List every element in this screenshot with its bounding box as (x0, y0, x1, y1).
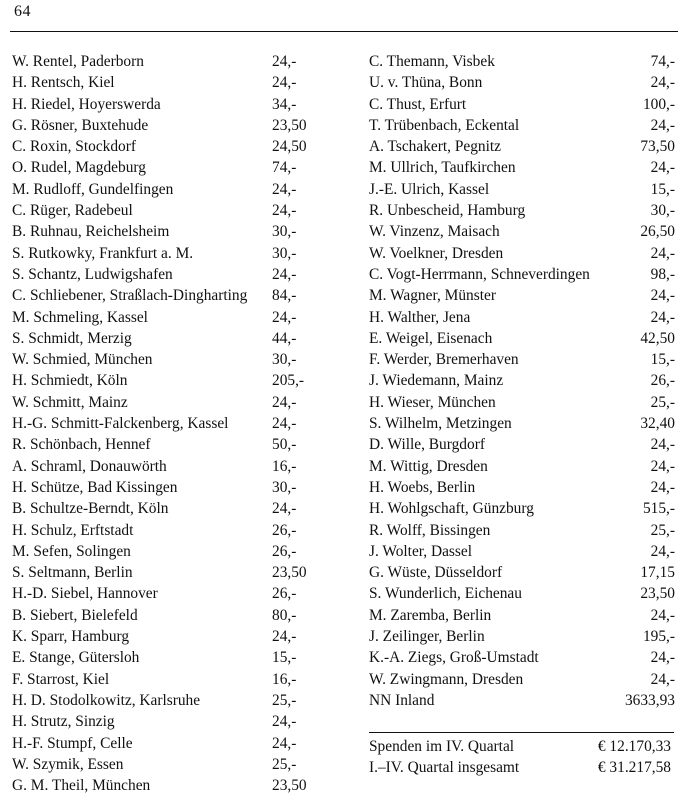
donor-name: M. Sefen, Solingen (12, 542, 131, 560)
donation-amount: 205,- (272, 372, 305, 390)
donation-amount: 34,- (272, 95, 297, 113)
donor-name: J. Wiedemann, Mainz (369, 372, 504, 390)
donation-amount: 24,- (650, 74, 675, 92)
donation-amount: 24,- (272, 415, 297, 433)
donation-amount: 24,- (272, 180, 297, 198)
donor-name: H.-F. Stumpf, Celle (12, 734, 133, 752)
donation-amount: 80,- (272, 606, 297, 624)
donor-row (12, 413, 316, 434)
donor-name: H.-D. Siebel, Hannover (12, 585, 158, 603)
donor-name: B. Schultze-Berndt, Köln (12, 500, 169, 518)
donor-name: M. Ullrich, Taufkirchen (369, 159, 516, 177)
donor-name: S. Seltmann, Berlin (12, 564, 133, 582)
donor-row (369, 157, 675, 178)
donor-list-left (12, 51, 316, 796)
donation-amount: 15,- (650, 351, 675, 369)
donor-row (369, 264, 675, 285)
donor-row (12, 349, 316, 370)
donation-amount: 24,- (272, 500, 297, 518)
donor-row (12, 285, 316, 306)
donor-name: C. Roxin, Stockdorf (12, 138, 136, 156)
donation-amount: 24,- (650, 606, 675, 624)
donor-row (12, 51, 316, 72)
donor-row (369, 221, 675, 242)
donor-row (369, 72, 675, 93)
donor-name: R. Schönbach, Hennef (12, 436, 151, 454)
donor-row (12, 456, 316, 477)
donor-name: C. Thust, Erfurt (369, 95, 467, 113)
donor-row (369, 456, 675, 477)
donor-name: R. Unbescheid, Hamburg (369, 202, 526, 220)
donor-row (12, 541, 316, 562)
donation-amount: 23,50 (272, 116, 307, 134)
donor-name: H.-G. Schmitt-Falckenberg, Kassel (12, 415, 229, 433)
donor-name: W. Schmied, München (12, 351, 153, 369)
donor-row (12, 307, 316, 328)
donation-amount: 74,- (650, 53, 675, 70)
donor-name: S. Wunderlich, Eichenau (369, 585, 522, 603)
donation-amount: 42,50 (640, 329, 675, 347)
donor-row (369, 562, 675, 583)
donation-amount: 24,- (650, 116, 675, 134)
donation-amount: 16,- (272, 457, 297, 475)
donation-amount: 30,- (272, 351, 297, 369)
donation-amount: 24,- (272, 74, 297, 92)
donation-amount: 24,- (272, 393, 297, 411)
donor-name: M. Wittig, Dresden (369, 457, 488, 475)
donor-row (369, 541, 675, 562)
donor-row (12, 520, 316, 541)
donor-name: K. Sparr, Hamburg (12, 628, 130, 646)
donor-row (12, 626, 316, 647)
donor-name: C. Rüger, Radebeul (12, 202, 133, 220)
donor-name: J. Zeilinger, Berlin (369, 628, 485, 646)
donor-row (12, 583, 316, 604)
donor-name: T. Trübenbach, Eckental (369, 116, 520, 134)
donor-name: H. Riedel, Hoyerswerda (12, 95, 161, 113)
header-rule (10, 31, 678, 32)
donation-amount: 23,50 (272, 564, 307, 582)
donor-row (369, 179, 675, 200)
donor-row (12, 498, 316, 519)
donor-row (12, 179, 316, 200)
donor-row (369, 349, 675, 370)
donor-name: M. Zaremba, Berlin (369, 606, 492, 624)
donor-row (12, 434, 316, 455)
donor-row (12, 200, 316, 221)
donor-name: M. Wagner, Münster (369, 287, 496, 305)
donation-amount: 24,- (272, 628, 297, 646)
donor-name: H. Strutz, Sinzig (12, 713, 115, 731)
donation-amount: 17,15 (640, 564, 675, 582)
donor-row (369, 626, 675, 647)
donation-amount: 24,- (650, 670, 675, 688)
donation-amount: 24,- (650, 457, 675, 475)
donation-amount: 26,- (272, 542, 297, 560)
donor-row (369, 285, 675, 306)
summary-label: Spenden im IV. Quartal (369, 738, 515, 755)
donor-name: U. v. Thüna, Bonn (369, 74, 483, 92)
donation-amount: 24,- (272, 202, 297, 220)
donor-name: C. Vogt-Herrmann, Schneverdingen (369, 265, 590, 283)
donor-name: S. Wilhelm, Metzingen (369, 415, 512, 433)
donor-row (369, 370, 675, 391)
donor-row (12, 605, 316, 626)
donor-row (369, 115, 675, 136)
donor-row (369, 477, 675, 498)
donation-amount: 24,- (650, 436, 675, 454)
donor-name: H. Schmiedt, Köln (12, 372, 128, 390)
donor-name: E. Stange, Gütersloh (12, 649, 140, 667)
donation-amount: 32,40 (640, 415, 675, 433)
donor-name: H. Woebs, Berlin (369, 478, 476, 496)
donor-row (12, 647, 316, 668)
donor-name: S. Schantz, Ludwigshafen (12, 265, 173, 283)
donation-amount: 25,- (272, 755, 297, 773)
donor-name: M. Schmeling, Kassel (12, 308, 148, 326)
donor-row (369, 413, 675, 434)
donor-name: B. Siebert, Bielefeld (12, 606, 138, 624)
donor-name: W. Zwingmann, Dresden (369, 670, 524, 688)
donor-row (369, 669, 675, 690)
donor-name: A. Schraml, Donauwörth (12, 457, 167, 475)
donation-amount: 23,50 (640, 585, 675, 603)
donor-row (12, 562, 316, 583)
donor-row (12, 690, 316, 711)
donation-amount: 195,- (642, 628, 675, 646)
donor-row (12, 392, 316, 413)
donor-name: W. Rentel, Paderborn (12, 53, 144, 70)
summary-block (369, 736, 674, 778)
donor-name: W. Vinzenz, Maisach (369, 223, 500, 241)
donation-amount: 44,- (272, 329, 297, 347)
donor-name: H. D. Stodolkowitz, Karlsruhe (12, 691, 201, 709)
donor-name: H. Wieser, München (369, 393, 496, 411)
donor-name: D. Wille, Burgdorf (369, 436, 485, 454)
donor-name: W. Szymik, Essen (12, 755, 124, 773)
donor-name: K.-A. Ziegs, Groß-Umstadt (369, 649, 539, 667)
donor-row (12, 775, 316, 796)
donor-name: H. Schütze, Bad Kissingen (12, 478, 178, 496)
donor-row (369, 605, 675, 626)
donor-name: R. Wolff, Bissingen (369, 521, 491, 539)
donor-name: O. Rudel, Magdeburg (12, 159, 146, 177)
donation-amount: 84,- (272, 287, 297, 305)
donation-amount: 24,- (272, 734, 297, 752)
donor-row (12, 711, 316, 732)
donation-amount: 26,- (272, 521, 297, 539)
donation-amount: 30,- (272, 223, 297, 241)
donor-row (12, 115, 316, 136)
donor-row (12, 157, 316, 178)
donor-name: G. Rösner, Buxtehude (12, 116, 149, 134)
donor-name: H. Rentsch, Kiel (12, 74, 115, 92)
donor-row (369, 136, 675, 157)
donor-row (12, 221, 316, 242)
summary-amount: € 12.170,33 (597, 738, 671, 755)
donor-row (12, 733, 316, 754)
donor-row (369, 690, 675, 711)
donor-row (12, 754, 316, 775)
donation-amount: 50,- (272, 436, 297, 454)
donation-amount: 24,- (650, 649, 675, 667)
donor-name: J. Wolter, Dassel (369, 542, 473, 560)
summary-row (369, 757, 674, 778)
donation-amount: 515,- (642, 500, 675, 518)
donor-name: G. Wüste, Düsseldorf (369, 564, 503, 582)
donor-row (369, 243, 675, 264)
donation-amount: 16,- (272, 670, 297, 688)
donor-name: A. Tschakert, Pegnitz (369, 138, 501, 156)
donor-name: C. Schliebener, Straßlach-Dingharting (12, 287, 248, 305)
donor-row (369, 51, 675, 72)
donation-amount: 24,- (650, 542, 675, 560)
donor-name: B. Ruhnau, Reichelsheim (12, 223, 170, 241)
donation-amount: 24,- (272, 265, 297, 283)
donor-name: J.-E. Ulrich, Kassel (369, 180, 490, 198)
donor-name: H. Schulz, Erftstadt (12, 521, 134, 539)
donation-amount: 100,- (642, 95, 675, 113)
donor-name: W. Schmitt, Mainz (12, 393, 128, 411)
donor-row (12, 477, 316, 498)
donor-row (369, 94, 675, 115)
donation-amount: 30,- (650, 202, 675, 220)
donor-row (369, 392, 675, 413)
donor-name: NN Inland (369, 691, 435, 709)
donor-name: F. Starrost, Kiel (12, 670, 110, 688)
donor-name: E. Weigel, Eisenach (369, 329, 493, 347)
donor-row (369, 583, 675, 604)
donor-row (12, 264, 316, 285)
total-rule (369, 732, 674, 733)
donation-amount: 24,- (650, 244, 675, 262)
donation-amount: 30,- (272, 478, 297, 496)
donor-row (12, 136, 316, 157)
donor-name: C. Themann, Visbek (369, 53, 495, 70)
donor-name: H. Wohlgschaft, Günzburg (369, 500, 534, 518)
donor-row (12, 243, 316, 264)
summary-amount: € 31.217,58 (597, 759, 671, 776)
summary-label: I.–IV. Quartal insgesamt (369, 759, 520, 776)
donation-amount: 24,- (650, 308, 675, 326)
donor-row (369, 647, 675, 668)
donor-row (12, 669, 316, 690)
donor-row (12, 328, 316, 349)
donor-name: S. Rutkowky, Frankfurt a. M. (12, 244, 194, 262)
page-number: 64 (14, 3, 31, 20)
donor-row (12, 72, 316, 93)
donation-amount: 74,- (272, 159, 297, 177)
donation-amount: 26,- (650, 372, 675, 390)
donation-amount: 24,50 (272, 138, 307, 156)
donation-amount: 24,- (272, 53, 297, 70)
donation-amount: 24,- (272, 308, 297, 326)
donor-row (369, 498, 675, 519)
donor-row (369, 328, 675, 349)
donation-amount: 23,50 (272, 777, 307, 795)
donor-name: G. M. Theil, München (12, 777, 151, 795)
donation-amount: 73,50 (640, 138, 675, 156)
donor-name: F. Werder, Bremerhaven (369, 351, 519, 369)
donor-list-right (369, 51, 675, 711)
donation-amount: 30,- (272, 244, 297, 262)
donor-name: H. Walther, Jena (369, 308, 471, 326)
donor-name: S. Schmidt, Merzig (12, 329, 132, 347)
donor-row (369, 200, 675, 221)
donor-row (369, 520, 675, 541)
donation-amount: 25,- (650, 393, 675, 411)
donor-name: M. Rudloff, Gundelfingen (12, 180, 174, 198)
donation-amount: 15,- (272, 649, 297, 667)
donation-amount: 24,- (272, 713, 297, 731)
donor-row (12, 370, 316, 391)
donation-amount: 3633,93 (624, 691, 675, 709)
donor-name: W. Voelkner, Dresden (369, 244, 504, 262)
donation-amount: 15,- (650, 180, 675, 198)
summary-row (369, 736, 674, 757)
donation-amount: 24,- (650, 287, 675, 305)
donation-amount: 25,- (272, 691, 297, 709)
donation-amount: 24,- (650, 159, 675, 177)
donation-amount: 98,- (650, 265, 675, 283)
donation-amount: 25,- (650, 521, 675, 539)
donation-amount: 26,- (272, 585, 297, 603)
donor-row (369, 434, 675, 455)
donor-row (12, 94, 316, 115)
donor-row (369, 307, 675, 328)
donation-amount: 24,- (650, 478, 675, 496)
donation-amount: 26,50 (640, 223, 675, 241)
